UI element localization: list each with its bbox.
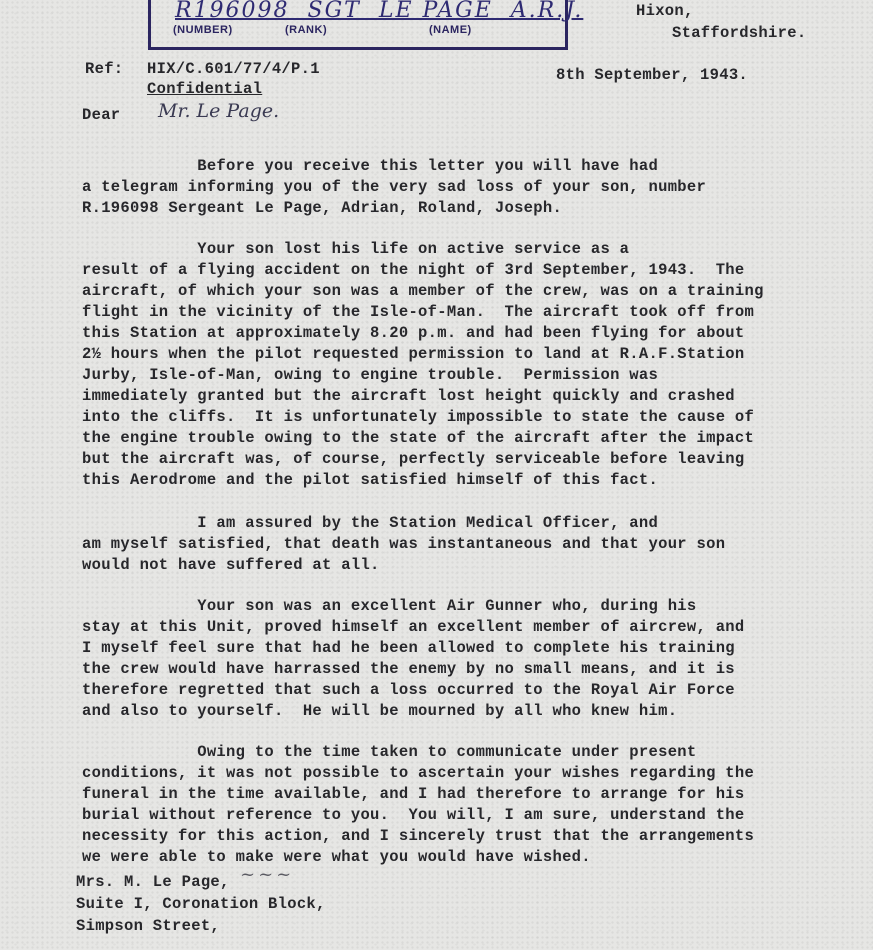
body-line: stay at this Unit, proved himself an excellent member of aircrew, and <box>82 618 745 636</box>
body-line: I am assured by the Station Medical Officer, and <box>82 514 659 532</box>
handwritten-scrawl: ~~~ <box>240 864 295 885</box>
stamp-label-name: (NAME) <box>429 24 472 36</box>
body-line: into the cliffs. It is unfortunately impossible to state the cause of <box>82 408 755 426</box>
body-line: flight in the vicinity of the Isle-of-Man. The aircraft took off from <box>82 303 755 321</box>
body-line: Owing to the time taken to communicate under present <box>82 743 697 761</box>
body-line: immediately granted but the aircraft lost height quickly and crashed <box>82 387 735 405</box>
body-line: and also to yourself. He will be mourned by all who knew him. <box>82 702 678 720</box>
body-line: conditions, it was not possible to ascertain your wishes regarding the <box>82 764 755 782</box>
body-line: R.196098 Sergeant Le Page, Adrian, Roland, Joseph. <box>82 199 563 217</box>
body-line: Your son lost his life on active service as a <box>82 240 630 258</box>
body-line: aircraft, of which your son was a member of the crew, was on a training <box>82 282 764 300</box>
recipient-address-line2: Simpson Street, <box>76 917 221 935</box>
body-line: a telegram informing you of the very sad loss of your son, number <box>82 178 707 196</box>
reference-label: Ref: <box>85 60 124 78</box>
sender-address-line2: Staffordshire. <box>672 24 807 42</box>
body-line: the crew would have harrassed the enemy by no small means, and it is <box>82 660 735 678</box>
body-line: Before you receive this letter you will have had <box>82 157 659 175</box>
body-line: funeral in the time available, and I had therefore to arrange for his <box>82 785 745 803</box>
body-line: necessity for this action, and I sincerely trust that the arrangements <box>82 827 755 845</box>
sender-address-line1: Hixon, <box>636 2 694 20</box>
letter-date: 8th September, 1943. <box>556 66 749 84</box>
body-line: but the aircraft was, of course, perfectly serviceable before leaving <box>82 450 745 468</box>
body-line: therefore regretted that such a loss occurred to the Royal Air Force <box>82 681 735 699</box>
service-number-stamp <box>148 0 584 50</box>
body-line: this Station at approximately 8.20 p.m. and had been flying for about <box>82 324 745 342</box>
body-line: am myself satisfied, that death was instantaneous and that your son <box>82 535 726 553</box>
body-line: Your son was an excellent Air Gunner who, during his <box>82 597 697 615</box>
body-line: I myself feel sure that had he been allowed to complete his training <box>82 639 735 657</box>
recipient-name: Mrs. M. Le Page, <box>76 873 230 891</box>
body-line: would not have suffered at all. <box>82 556 380 574</box>
stamp-label-rank: (RANK) <box>285 24 328 36</box>
salutation-printed: Dear <box>82 106 121 124</box>
body-line: burial without reference to you. You will, I am sure, understand the <box>82 806 745 824</box>
reference-number: HIX/C.601/77/4/P.1 <box>147 60 320 78</box>
recipient-address-line1: Suite I, Coronation Block, <box>76 895 326 913</box>
stamp-handwritten-entry: R196098 SGT LE PAGE A.R.J. <box>175 0 584 23</box>
body-line: 2½ hours when the pilot requested permission to land at R.A.F.Station <box>82 345 745 363</box>
body-line: we were able to make were what you would have wished. <box>82 848 591 866</box>
body-line: Jurby, Isle-of-Man, owing to engine trouble. Permission was <box>82 366 659 384</box>
body-line: result of a flying accident on the night of 3rd September, 1943. The <box>82 261 745 279</box>
body-line: this Aerodrome and the pilot satisfied himself of this fact. <box>82 471 659 489</box>
stamp-label-number: (NUMBER) <box>173 24 233 36</box>
salutation-handwritten: Mr. Le Page. <box>158 100 280 122</box>
body-line: the engine trouble owing to the state of the aircraft after the impact <box>82 429 755 447</box>
classification: Confidential <box>147 80 263 98</box>
